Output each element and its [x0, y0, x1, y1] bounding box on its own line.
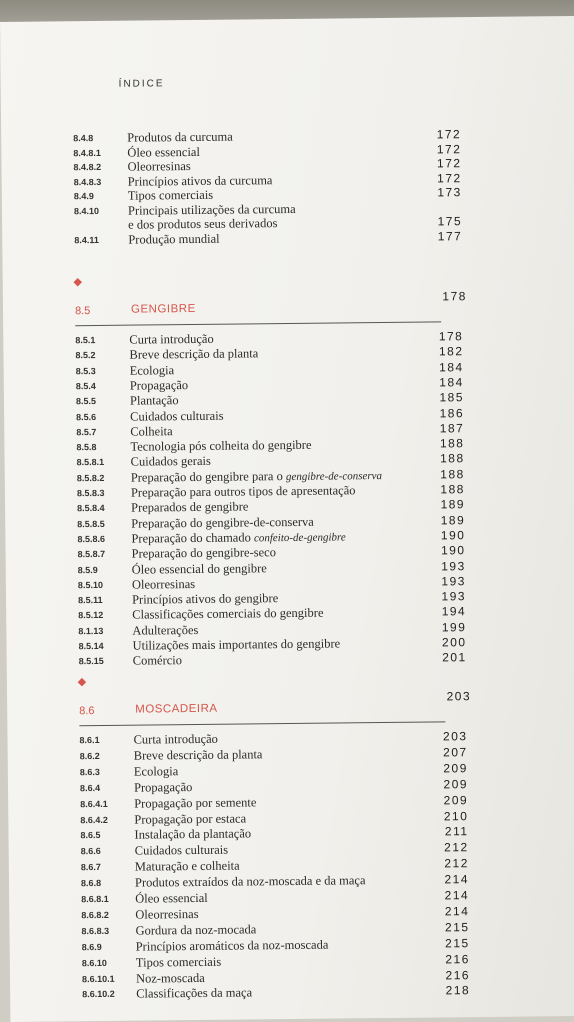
entry-page: 188 — [439, 451, 465, 466]
entry-page: 187 — [439, 420, 465, 436]
entry-title: Princípios aromáticos da noz-moscada — [135, 937, 329, 954]
entry-page: 215 — [444, 919, 470, 935]
entry-page: 190 — [440, 528, 466, 543]
entry-number: 8.6.8.3 — [81, 925, 110, 936]
entry-number: 8.5.6 — [76, 411, 97, 422]
entry-number: 8.6.2 — [79, 750, 100, 762]
entry-page: 199 — [441, 619, 467, 635]
entry-page: 182 — [438, 344, 464, 359]
entry-page: 173 — [437, 185, 462, 200]
entry-number: 8.4.8.2 — [73, 161, 102, 173]
entry-title: Breve descrição da planta — [129, 346, 259, 362]
entry-page: 194 — [441, 604, 467, 619]
entry-title: Colheita — [130, 424, 173, 439]
entry-page: 172 — [436, 127, 462, 142]
entry-title: Óleo essencial — [135, 890, 208, 906]
entry-number: 8.6.1 — [79, 734, 100, 746]
book-page — [0, 16, 574, 1022]
section-number: 8.5 — [74, 305, 91, 318]
entry-number: 8.6.3 — [79, 766, 100, 778]
entry-number: 8.5.15 — [78, 656, 104, 667]
entry-title: Noz-moscada — [135, 970, 205, 986]
entry-page: 212 — [444, 856, 469, 871]
entry-number: 8.5.7 — [76, 426, 97, 438]
entry-number: 8.5.8.2 — [76, 472, 105, 483]
entry-title: Comércio — [132, 653, 183, 668]
entry-title: Instalação da plantação — [134, 826, 252, 843]
entry-number: 8.5.8.1 — [76, 457, 105, 468]
entry-page: 214 — [444, 888, 470, 903]
entry-page: 216 — [445, 951, 470, 966]
entry-title: Curta introdução — [129, 331, 214, 347]
entry-title: Utilizações mais importantes do gengibre — [132, 636, 341, 653]
entry-page: 193 — [441, 573, 466, 589]
section-page: 203 — [446, 689, 472, 704]
entry-number: 8.6.7 — [80, 862, 101, 873]
entry-title: Propagação — [129, 377, 189, 393]
entry-title: Ecologia — [129, 362, 175, 378]
entry-page: 184 — [439, 359, 464, 375]
entry-page: 189 — [440, 512, 466, 528]
entry-number: 8.4.9 — [73, 191, 94, 202]
entry-number: 8.6.4.1 — [80, 798, 108, 809]
entry-title: Preparação do gengibre para o gengibre-de-conserva — [130, 468, 383, 485]
entry-title: e dos produtos seus derivados — [128, 216, 278, 232]
entry-title: Óleo essencial — [127, 144, 200, 160]
entry-title: Preparação do chamado confeito-de-gengibre — [131, 530, 346, 546]
entry-title: Maturação e colheita — [134, 858, 240, 874]
entry-page: 188 — [440, 466, 465, 482]
entry-page: 209 — [443, 776, 469, 792]
entry-page: 215 — [445, 935, 470, 951]
entry-page: 207 — [443, 745, 468, 760]
entry-title: Preparados de gengibre — [131, 499, 249, 515]
entry-number: 8.6.10.2 — [82, 989, 115, 1000]
entry-number: 8.5.8.5 — [77, 518, 105, 529]
entry-page: 218 — [445, 983, 471, 998]
entry-title: Classificações da maça — [136, 985, 253, 1002]
entry-page: 214 — [444, 872, 470, 887]
entry-number: 8.6.5 — [80, 830, 101, 841]
entry-number: 8.6.8.1 — [81, 893, 109, 905]
entry-page: 172 — [437, 170, 462, 185]
entry-title: Principais utilizações da curcuma — [127, 201, 296, 218]
entry-title: Preparação do gengibre-de-conserva — [131, 514, 314, 531]
entry-title: Gordura da noz-mocada — [135, 922, 257, 938]
entry-page: 209 — [443, 760, 468, 776]
entry-page: 177 — [437, 228, 463, 243]
entry-number: 8.4.8.1 — [73, 147, 101, 158]
entry-title: Produção mundial — [128, 231, 220, 247]
entry-title: Produtos da curcuma — [127, 129, 233, 145]
entry-number: 8.5.12 — [78, 610, 104, 621]
entry-number: 8.5.2 — [75, 350, 96, 361]
entry-title: Preparação do gengibre-seco — [131, 545, 277, 561]
section-rule — [79, 721, 445, 726]
entry-number: 8.5.8.4 — [77, 503, 105, 514]
entry-page: 184 — [439, 375, 464, 390]
entry-page: 216 — [445, 967, 471, 982]
entry-page: 214 — [444, 904, 470, 919]
entry-number: 8.5.5 — [75, 396, 97, 407]
section-page: 178 — [442, 289, 467, 304]
entry-number: 8.6.10 — [81, 957, 107, 968]
entry-number: 8.6.4.2 — [80, 814, 108, 825]
entry-page: 211 — [444, 824, 469, 839]
entry-title: Óleo essencial do gengibre — [131, 560, 267, 577]
entry-title: Preparação para outros tipos de apresentação — [130, 483, 356, 500]
entry-title: Produtos extraídos da noz-moscada e da maça — [134, 873, 366, 890]
entry-title: Oleorresinas — [135, 906, 199, 922]
entry-number: 8.5.10 — [77, 579, 103, 591]
entry-page: 201 — [442, 650, 467, 665]
entry-number: 8.6.8 — [80, 878, 102, 889]
entry-page: 193 — [441, 558, 466, 573]
entry-title: Princípios ativos do gengibre — [131, 591, 279, 607]
entry-number: 8.5.1 — [75, 335, 96, 346]
section-title: MOSCADEIRA — [135, 702, 218, 716]
entry-number: 8.5.4 — [75, 380, 96, 392]
entry-page: 172 — [436, 141, 462, 156]
entry-title: Propagação por estaca — [134, 810, 247, 827]
section-rule — [75, 321, 441, 326]
entry-page: 178 — [438, 329, 464, 344]
entry-number: 8.4.10 — [73, 205, 100, 216]
entry-number: 8.5.8.6 — [77, 533, 106, 545]
entry-title-italic: gengibre-de-conserva — [285, 469, 383, 483]
entry-page: 188 — [439, 436, 465, 451]
entry-number: 8.5.9 — [77, 564, 98, 575]
section-diamond-marker — [78, 678, 86, 686]
entry-page: 188 — [440, 482, 465, 497]
entry-title: Cuidados culturais — [134, 842, 229, 858]
entry-title: Classificações comerciais do gengibre — [132, 606, 324, 623]
entry-page: 212 — [444, 840, 469, 855]
entry-title: Adulterações — [132, 622, 199, 638]
entry-number: 8.5.8.3 — [76, 487, 105, 499]
entry-title: Tipos comerciais — [127, 187, 214, 203]
entry-page: 200 — [441, 635, 467, 650]
entry-number: 8.5.8.7 — [77, 549, 106, 560]
entry-page: 210 — [443, 808, 469, 823]
entry-number: 8.6.10.1 — [81, 973, 115, 984]
entry-title: Curta introdução — [133, 731, 218, 747]
entry-page: 175 — [437, 214, 463, 229]
entry-number: 8.5.8 — [76, 442, 97, 453]
entry-number: 8.6.6 — [80, 846, 101, 857]
entry-number: 8.5.11 — [78, 595, 103, 606]
entry-page: 209 — [443, 792, 469, 807]
entry-number: 8.5.14 — [78, 640, 104, 652]
entry-page: 203 — [442, 729, 468, 744]
entry-number: 8.6.8.2 — [81, 909, 109, 921]
entry-title: Propagação por semente — [134, 794, 257, 811]
entry-title: Tecnologia pós colheita do gengibre — [130, 437, 312, 454]
entry-title: Oleorresinas — [131, 576, 196, 592]
entry-page: 172 — [436, 156, 462, 171]
entry-number: 8.5.3 — [75, 365, 96, 376]
entry-title: Tipos comerciais — [135, 954, 222, 970]
entry-page: 190 — [440, 543, 466, 558]
entry-number: 8.4.11 — [74, 234, 99, 245]
entry-number: 8.6.9 — [81, 941, 102, 952]
section-diamond-marker — [73, 278, 81, 286]
section-title: GENGIBRE — [130, 302, 196, 316]
page-header: ÍNDICE — [118, 78, 165, 90]
entry-page: 185 — [439, 390, 465, 405]
entry-title: Plantação — [129, 393, 179, 408]
entry-title: Princípios ativos da curcuma — [127, 172, 273, 189]
entry-number: 8.6.4 — [79, 782, 101, 793]
entry-title-italic: confeito-de-gengibre — [253, 531, 346, 545]
entry-page: 189 — [440, 497, 466, 512]
entry-page: 186 — [439, 405, 465, 420]
section-number: 8.6 — [79, 705, 95, 718]
entry-title: Cuidados gerais — [130, 454, 211, 470]
entry-number: 8.4.8.3 — [73, 176, 102, 187]
entry-title: Cuidados culturais — [130, 408, 224, 424]
entry-title: Oleorresinas — [127, 159, 191, 174]
entry-number: 8.4.8 — [73, 133, 94, 144]
entry-number: 8.1.13 — [78, 625, 104, 636]
entry-page: 193 — [441, 589, 467, 604]
entry-title: Propagação — [133, 779, 193, 795]
entry-title: Ecologia — [133, 763, 179, 779]
entry-title: Breve descrição da planta — [133, 747, 263, 763]
